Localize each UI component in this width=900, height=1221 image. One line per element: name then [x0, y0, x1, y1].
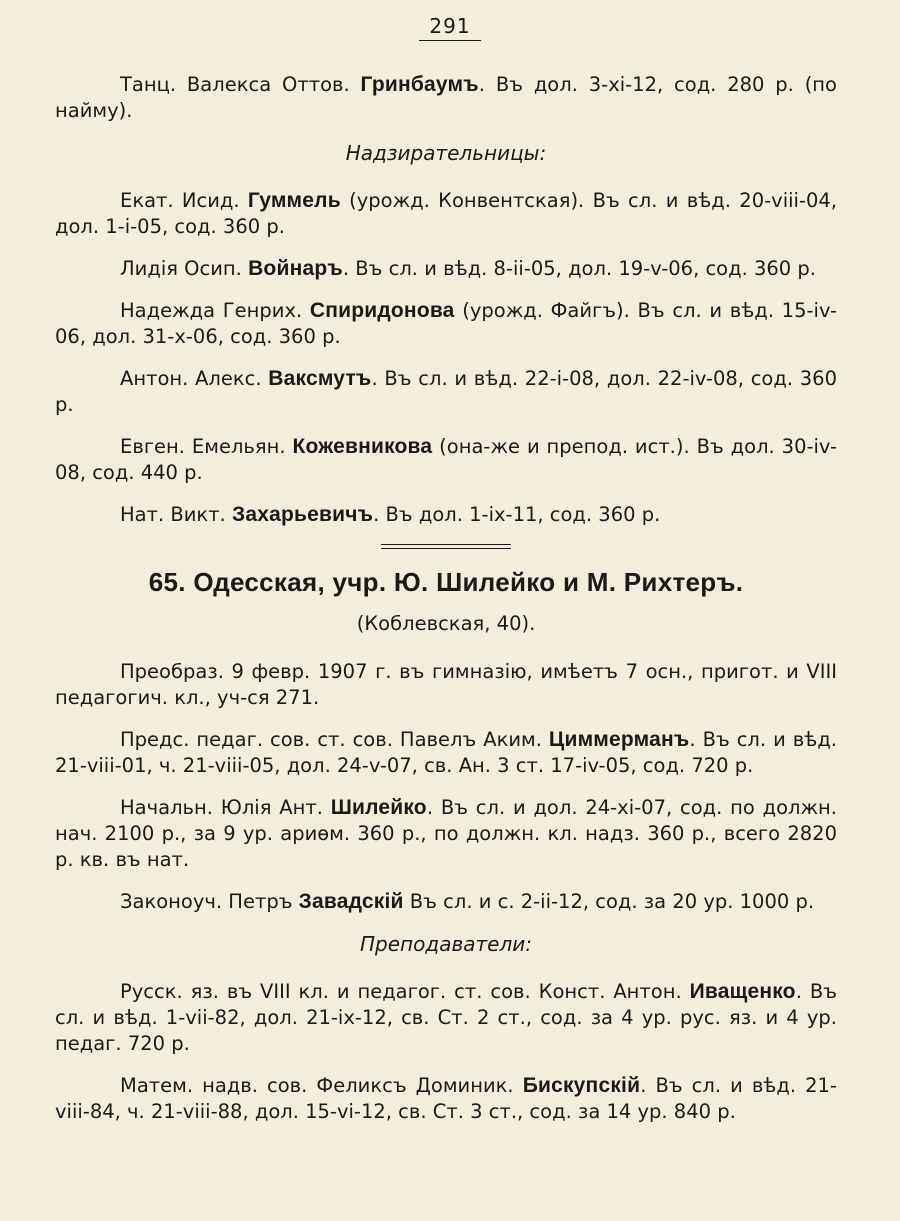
entry-surname: Ваксмутъ: [268, 367, 372, 390]
list-item: [55, 256, 837, 282]
entry-text: Русск. яз. въ VIII кл. и педагог. ст. сов. Конст. Антон.: [120, 980, 690, 1003]
section-address: (Коблевская, 40).: [356, 612, 536, 635]
entry-details: . Въ сл. и вѣд. 8-ii-05, дол. 19-v-06, сод. 360 р.: [342, 257, 816, 280]
entry-details: . Въ сл. и вѣд. 21-viii-84, ч. 21-viii-88, дол. 15-vi-12, св. Ст. 3 ст., сод. за 14 ур. 840 р.: [55, 1074, 837, 1123]
list-item: [55, 366, 837, 418]
entry-surname: Иващенко: [689, 980, 796, 1003]
list-item: [55, 434, 837, 486]
entry-text: Екат. Исид.: [120, 189, 248, 212]
entry-text: Лидія Осип.: [120, 257, 249, 280]
entry-details: . Въ сл. и вѣд. 22-i-08, дол. 22-iv-08, сод. 360 р.: [55, 367, 837, 416]
entry-surname: Шилейко: [330, 796, 427, 819]
entry-details: . Въ сл. и вѣд. 21-viii-01, ч. 21-viii-05, дол. 24-v-07, св. Ан. 3 ст. 17-iv-05, сод. 720 р.: [55, 728, 837, 777]
staff-list: [55, 727, 837, 915]
entry-text: Нат. Викт.: [120, 503, 232, 526]
section-title: 65. Одесская, учр. Ю. Шилейко и М. Рихтеръ.: [148, 567, 744, 597]
list-item: [55, 889, 837, 915]
entry-text: Матем. надв. сов. Феликсъ Доминик.: [120, 1074, 523, 1097]
teachers-list: [55, 979, 837, 1125]
entry-details: . Въ сл. и дол. 24-xi-07, сод. по должн. нач. 2100 р., за 9 ур. ариѳм. 360 р., по должн. кл. надз. 360 р., всего 2820 р. кв. въ нат.: [55, 796, 837, 871]
list-item: [55, 502, 837, 528]
section-divider: [381, 544, 511, 549]
list-item: [55, 298, 837, 350]
entry-surname: Кожевникова: [292, 435, 433, 458]
entry-details: Въ сл. и с. 2-ii-12, сод. за 20 ур. 1000 р.: [403, 890, 815, 913]
entry-text: Антон. Алекс.: [120, 367, 269, 390]
entry-text: Начальн. Юлія Ант.: [120, 796, 331, 819]
subheader-teachers: Преподаватели:: [360, 932, 532, 956]
entry-details: . Въ дол. 1-ix-11, сод. 360 р.: [373, 503, 661, 526]
supervisors-list: [55, 188, 837, 528]
entry-details: (урожд. Файгъ). Въ сл. и вѣд. 15-iv-06, дол. 31-x-06, сод. 360 р.: [55, 299, 838, 348]
list-item: [55, 188, 837, 240]
entry-details: (она-же и препод. ист.). Въ дол. 30-iv-08, сод. 440 р.: [55, 435, 837, 484]
entry-surname: Войнаръ: [248, 257, 343, 280]
entry-surname: Бискупскій: [522, 1074, 641, 1097]
list-item: [55, 727, 837, 779]
entry-text: Надежда Генрих.: [120, 299, 310, 322]
entry-text: Евген. Емельян.: [120, 435, 293, 458]
entry-surname: Гуммель: [247, 189, 341, 212]
entry-text: Предс. педаг. сов. ст. сов. Павелъ Аким.: [120, 728, 549, 751]
entry-top: Танц. Валекса Оттов. Гринбаумъ. Въ дол. 3-xi-12, сод. 280 р. (по найму).: [55, 73, 837, 122]
page-content: [55, 72, 837, 1141]
entry-details: (урожд. Конвентская). Въ сл. и вѣд. 20-viii-04, дол. 1-i-05, сод. 360 р.: [55, 189, 837, 238]
entry-details: . Въ сл. и вѣд. 1-vii-82, дол. 21-ix-12, св. Ст. 2 ст., сод. за 4 ур. рус. яз. и 4 ур. педаг. 720 р.: [55, 980, 837, 1055]
page-number: 291: [0, 14, 900, 41]
list-item: [55, 979, 837, 1057]
entry-surname: Циммерманъ: [548, 728, 690, 751]
list-item: [55, 1073, 837, 1125]
subheader-supervisors: Надзирательницы:: [345, 141, 547, 165]
entry-text: Законоуч. Петръ: [120, 890, 299, 913]
entry-surname: Завадскій: [298, 890, 404, 913]
section-intro: Преобраз. 9 февр. 1907 г. въ гимназію, имѣетъ 7 осн., пригот. и VIII педагогич. кл., уч-ся 271.: [55, 660, 837, 709]
list-item: [55, 795, 837, 873]
entry-surname: Спиридонова: [309, 299, 455, 322]
entry-surname: Захарьевичъ: [231, 503, 374, 526]
